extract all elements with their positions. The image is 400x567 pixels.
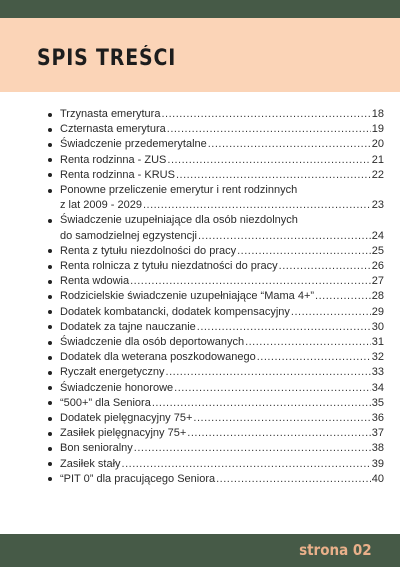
toc-item-page: 24 — [371, 229, 384, 242]
toc-item-title: Bon senioralny — [60, 442, 133, 455]
toc-item-page: 25 — [371, 244, 384, 257]
toc-item-page: 38 — [371, 442, 384, 455]
toc-item-title: Czternasta emerytura — [60, 123, 166, 136]
toc-item-title: Dodatek pielęgnacyjny 75+ — [60, 412, 193, 425]
toc-item-page: 19 — [371, 123, 384, 136]
toc-item[interactable] — [48, 183, 384, 213]
toc-item-title: Rodzicielskie świadczenie uzupełniające “Mama 4+” — [60, 290, 315, 303]
toc-item-title: Zasiłek stały — [60, 457, 121, 470]
toc-item-title: “500+” dla Seniora — [60, 396, 151, 409]
toc-item-title: Świadczenie dla osób deportowanych — [60, 336, 245, 349]
toc-item-page: 20 — [371, 138, 384, 151]
table-of-contents — [48, 107, 384, 487]
toc-item-page: 33 — [371, 366, 384, 379]
toc-item[interactable] — [48, 411, 384, 426]
toc-item-title: Renta wdowia — [60, 275, 130, 288]
toc-item-page: 35 — [371, 396, 384, 409]
toc-item-page: 26 — [371, 260, 384, 273]
page-title: SPIS TREŚCI — [37, 46, 177, 71]
toc-item[interactable] — [48, 107, 384, 122]
top-band — [0, 0, 400, 18]
toc-item-title: “PIT 0” dla pracującego Seniora — [60, 472, 216, 485]
toc-item-title: do samodzielnej egzystencji — [60, 229, 197, 242]
toc-item[interactable] — [48, 426, 384, 441]
toc-item-title: Dodatek kombatancki, dodatek kompensacyjny — [60, 305, 290, 318]
toc-item-title: Renta rodzinna - KRUS — [60, 168, 175, 181]
toc-item-title: Świadczenie honorowe — [60, 381, 174, 394]
toc-item-title: z lat 2009 - 2029 — [60, 199, 142, 212]
toc-item-page: 30 — [371, 320, 384, 333]
page-number: strona 02 — [299, 541, 372, 559]
toc-item-title: Zasiłek pielęgnacyjny 75+ — [60, 427, 187, 440]
toc-item-title: Renta rodzinna - ZUS — [60, 153, 167, 166]
toc-item-page: 27 — [371, 275, 384, 288]
toc-item-title-line1: Świadczenie uzupełniające dla osób niezdolnych — [60, 214, 298, 227]
toc-item[interactable] — [48, 259, 384, 274]
toc-item-title: Świadczenie przedemerytalne — [60, 138, 207, 151]
toc-item[interactable] — [48, 122, 384, 137]
toc-item-title: Dodatek dla weterana poszkodowanego — [60, 351, 256, 364]
toc-item-title-line1: Ponowne przeliczenie emerytur i rent rodzinnych — [60, 184, 298, 197]
toc-item[interactable] — [48, 441, 384, 456]
toc-item[interactable] — [48, 457, 384, 472]
toc-item-page: 34 — [371, 381, 384, 394]
toc-item-page: 18 — [371, 108, 384, 120]
toc-item[interactable] — [48, 289, 384, 304]
toc-item[interactable] — [48, 137, 384, 152]
toc-item[interactable] — [48, 365, 384, 380]
toc-item-page: 22 — [371, 168, 384, 181]
toc-item-page: 21 — [371, 153, 384, 166]
toc-item-title: Dodatek za tajne nauczanie — [60, 320, 196, 333]
toc-item-page: 36 — [371, 412, 384, 425]
toc-item-page: 29 — [371, 305, 384, 318]
toc-item-page: 40 — [371, 472, 384, 485]
toc-item[interactable] — [48, 350, 384, 365]
toc-item[interactable] — [48, 305, 384, 320]
toc-item-page: 32 — [371, 351, 384, 364]
toc-item-page: 31 — [371, 336, 384, 349]
toc-item-title: Ryczałt energetyczny — [60, 366, 165, 379]
toc-item[interactable] — [48, 396, 384, 411]
toc-item[interactable] — [48, 244, 384, 259]
toc-item[interactable] — [48, 335, 384, 350]
toc-item-title: Renta rolnicza z tytułu niezdatności do pracy — [60, 260, 278, 273]
toc-item-title: Trzynasta emerytura — [60, 108, 161, 120]
toc-item[interactable] — [48, 153, 384, 168]
toc-item[interactable] — [48, 472, 384, 487]
toc-item-page: 23 — [371, 199, 384, 212]
toc-item[interactable] — [48, 381, 384, 396]
toc-item-page: 39 — [371, 457, 384, 470]
toc-item-title: Renta z tytułu niezdolności do pracy — [60, 244, 237, 257]
toc-item[interactable] — [48, 168, 384, 183]
toc-item-page: 28 — [371, 290, 384, 303]
toc-item-page: 37 — [371, 427, 384, 440]
toc-item[interactable] — [48, 213, 384, 243]
toc-item[interactable] — [48, 320, 384, 335]
toc-item[interactable] — [48, 274, 384, 289]
